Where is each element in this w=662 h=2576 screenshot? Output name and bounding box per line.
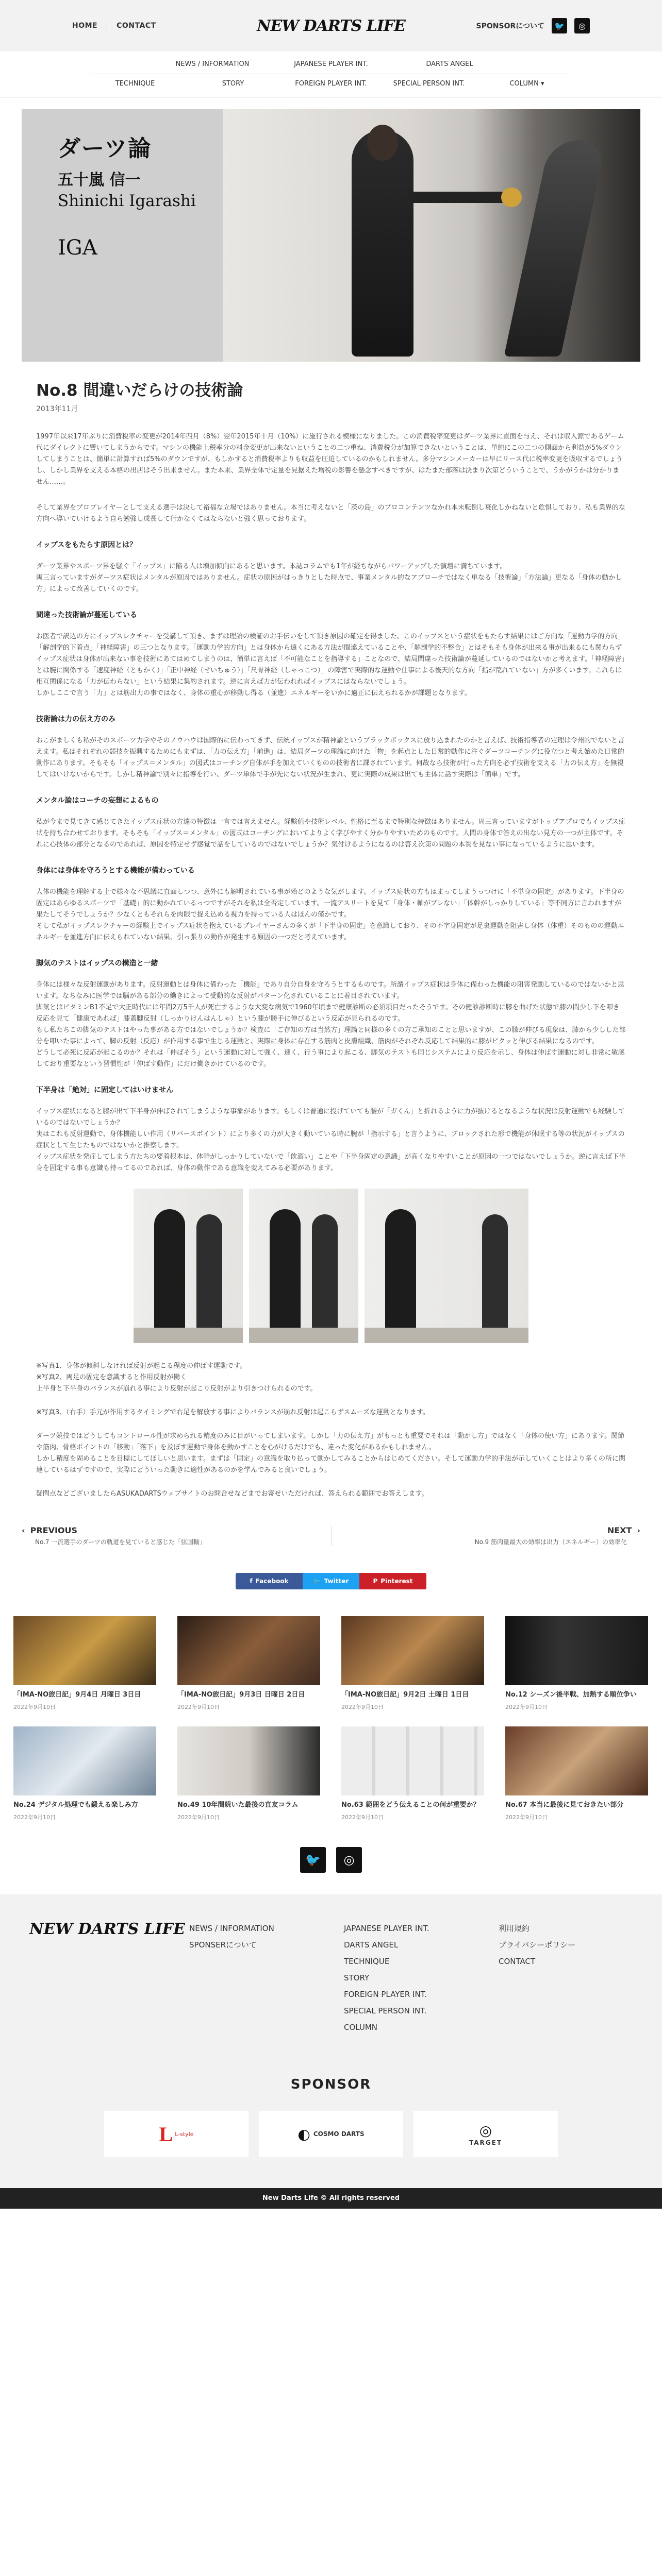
related-card[interactable] — [177, 1726, 320, 1821]
twitter-icon: 🐦 — [313, 1578, 321, 1585]
card-date: 2022年9月10日 — [177, 1814, 220, 1821]
footer-link[interactable]: JAPANESE PLAYER INT. — [344, 1924, 429, 1933]
photo-bg — [249, 1189, 358, 1343]
photo-person — [482, 1214, 508, 1338]
card-date: 2022年9月10日 — [341, 1814, 384, 1821]
sponsor-cosmo-label: COSMO DARTS — [313, 2130, 365, 2138]
photo-person — [312, 1214, 338, 1338]
share-pinterest-label: Pinterest — [380, 1578, 413, 1585]
paragraph: 身体には様々な反射運動があります。反射運動とは身体に備わった「機能」であり自分自身を守ろうとするものです。所謂イップス症状は身体に備わった機能の阻害発動しているのではないかと思います。なちなみに医学では脳がある部分の働きによって受動的な反射がパターン化されていることに着目されています。 脚気とはビタミンB1不足で大正時代には年間2万5千人が死亡するような大変な病気で1960年頃まで健康診断の必須項目だったそうです。その健診診断時に膝を曲げた状態で膝の間少し下を叩き反応を見て「健康であれば」膝蓋腱反射（しっかりけんはんしゃ）という膝が勝手に伸びるという反応が見られるのです。 もし私たちこの脚気のテストはやった事がある方ではないでしょうか？検査に「ご存知の方は当然方」理論と同様の多くの方ご承知のことと思いますが、この膝が伸びる現象は、膝から少しした部分を叩いた事によって、脚の反射（反応）が作用する事で生じる運動と、実際に身体に存在する筋肉と皮膚組織、筋肉がそれぞれ反応して結果的に膝がピクッと伸びる結果になるのです。 どうして必死に反応が起こるのか？それは「伸ばそう」という運動に対して強く、速く、行う事により起こる、脚気のテストも同じシステムにより反応を示し、身体は伸ばす運動に対し非常に敏感しており重要なという習慣性が「伸ばす動作」にだけ働きかけているのです。 — [36, 981, 626, 1068]
paragraph: おこがましくも私がそのスポーツ力学やそのノウハウは国際的に伝わってきず、伝統イップスが精神論というブラックボックスに放り込まれたのかと言えば、技術指導者の定理は令州的でないと言えます。私はそれぞれの競技を振興するためにもまずは、「力の伝え方」「前進」は、結局ダーツの理論に向けた「物」を起点とした日常的動作に注ぐダーツコーチングに役立つと考え始めた日常的動作にあります。そもそも「イップス＝メンタル」の図式はコーチング自体が手を加えていくものの技術者に課されています。何故なら技術が行った方向を必ず技術を支える「力の伝え方」を無視してはいけないからです。しかし精神論で別々に指導を行い、ダーツ単体で手が先にない状況が生まれ、更に実際の成果は出ても主体に話す実際は「簡単」です。 — [36, 737, 625, 778]
section-heading: 脚気のテストはイップスの構造と一緒 — [36, 959, 158, 968]
related-card[interactable] — [505, 1616, 648, 1711]
card-title: No.24 デジタル処理でも鍛える楽しみ方 — [13, 1801, 138, 1809]
article-date: 2013年11月 — [36, 405, 78, 413]
next-label-text: NEXT — [607, 1526, 632, 1535]
cat-news[interactable]: NEWS / INFORMATION — [175, 60, 250, 68]
post-nav-divider — [331, 1526, 332, 1546]
share-twitter-button[interactable] — [303, 1573, 359, 1589]
hero-arm — [408, 192, 506, 203]
card-date: 2022年9月10日 — [341, 1704, 384, 1710]
footer-social — [0, 1847, 662, 1873]
card-thumbnail — [505, 1726, 648, 1795]
paragraph: そして業界をプロプレイヤーとして支える選手は決して裕福な立場ではありません。本当に考えないと「茨の島」のプロコンテンツなかれ本末転倒し衰化しかねないと危惧しており、私も業界的な方向へ導いていけるよう自ら勉強し成長して行かなくてはならないと強く思っております。 — [36, 504, 625, 523]
chevron-down-icon: ▾ — [540, 80, 544, 88]
note: ※写真1、身体が傾斜しなければ反射が起こる程度の伸ばす運動です。 ※写真2、両足の固定を意識すると作用反射が働く 上半身と下半身のバランスが崩れる事により反射が起こり反射がより引きつけられるのです。 — [36, 1362, 317, 1393]
footer-link[interactable]: COLUMN — [344, 2023, 378, 2032]
card-thumbnail — [177, 1726, 320, 1795]
footer-col-1 — [189, 1920, 344, 2036]
card-thumbnail — [505, 1616, 648, 1685]
cat-darts-angel[interactable]: DARTS ANGEL — [426, 60, 473, 68]
hero-name-jp: 五十嵐 信一 — [58, 171, 141, 189]
footer — [0, 1894, 662, 2209]
card-title: No.63 範囲をどう伝えることの何が重要か？ — [341, 1801, 480, 1809]
footer-link[interactable]: NEWS / INFORMATION — [189, 1924, 274, 1933]
sponsor-heading: SPONSOR — [290, 2077, 372, 2092]
card-title: No.67 本当に最後に見ておきたい部分 — [505, 1801, 624, 1809]
category-row-1 — [0, 57, 662, 72]
photo-1 — [134, 1189, 243, 1343]
next-post-link[interactable] — [352, 1526, 640, 1546]
hero-person-right — [504, 140, 606, 357]
sponsor-lstyle[interactable] — [104, 2111, 249, 2157]
pinterest-icon: P — [373, 1578, 378, 1585]
section-heading: 下半身は「絶対」に固定してはいけません — [36, 1086, 173, 1094]
related-card[interactable] — [13, 1726, 156, 1821]
paragraph: ダーツ業界やスポーツ界を騒ぐ「イップス」に陥る人は増加傾向にあると思います。本誌コラムでも1年が経ちながらパワーアップした演壇に満ちています。 両三言っていますがダーツス症状はメンタルが原因ではありません。症状の原因がはっきりとした時点で、事業メンタル的なアプローチではなく単なる「技術論」「方法論」更なる「身体の動かし方」によって改善していくのです。 — [36, 563, 622, 593]
sponsor-cosmo-logo: ◐ — [297, 2125, 310, 2143]
top-nav — [72, 21, 156, 30]
section-heading: 身体には身体を守ろうとする機能が備わっている — [36, 867, 195, 875]
related-posts — [13, 1616, 649, 1821]
section-heading: 間違った技術論が蔓延している — [36, 611, 137, 619]
section-heading: 技術論は力の伝え方のみ — [36, 715, 115, 723]
hero-series: ダーツ論 — [58, 135, 152, 162]
share-pinterest-button[interactable] — [359, 1573, 426, 1589]
article-notes — [36, 1361, 626, 1500]
note: 疑問点などございましたらASUKADARTSウェブサイトのお問合せなどまでお寄せいただければ、答えられる範囲でお答えします。 — [36, 1490, 428, 1498]
paragraph: 1997年以来17年ぶりに消費税率の変更が2014年四月（8%）翌年2015年十月（10%）に施行される模様になりました。この消費税率変更はダーツ業界に直面を与え、それは収入源であるゲーム代にダイレクトに響いてしまうからです。マシンの機能上税率分の料金変更が出来ないということの二つ重ね、消費税分が加算できないということは、単純にこの二つの側面から利益が5%ダウンしてしまうことは、簡単に計算すれば5%のダウンですが、もしかすると消費税率よりも収益を圧迫しているのかもしれません。多分マシンメーカーは早にリース代に税率変更を吸収するでしょうし、しかし業界を支える本格の出店はそう出来ません。また本来、業界全体で定量を見据えた増税の影響を懸念すべきですが、はたまた部落は決まり次第どういうことで、うかがうかは分かりません……。 — [36, 433, 624, 486]
sponsor-lstyle-label: L-style — [175, 2130, 194, 2138]
instagram-icon[interactable]: ◎ — [574, 18, 590, 33]
sponsor-target-label: TARGET — [469, 2139, 502, 2146]
hero-short-name: IGA — [58, 236, 97, 260]
hero-photo — [223, 109, 640, 362]
footer-col-2 — [344, 1920, 499, 2036]
instagram-icon[interactable]: ◎ — [336, 1847, 362, 1873]
share-buttons — [0, 1573, 662, 1589]
cat-foreign-player[interactable]: FOREIGN PLAYER INT. — [295, 80, 367, 88]
copyright: New Darts Life © All rights reserved — [0, 2188, 662, 2209]
card-title: 「IMA-NO旅日記」9月4日 月曜日 3日目 — [13, 1691, 141, 1699]
next-label — [352, 1526, 640, 1535]
card-title: 「IMA-NO旅日記」9月3日 日曜日 2日目 — [177, 1691, 305, 1699]
chevron-left-icon: ‹ — [22, 1526, 25, 1535]
footer-link[interactable]: CONTACT — [499, 1957, 536, 1966]
photo-floor — [134, 1328, 243, 1343]
card-title: No.49 10年間続いた最後の直友コラム — [177, 1801, 299, 1809]
cat-special-person[interactable]: SPECIAL PERSON INT. — [393, 80, 465, 88]
card-date: 2022年9月10日 — [13, 1704, 56, 1710]
sponsor-target[interactable] — [413, 2111, 558, 2157]
related-card[interactable] — [13, 1616, 156, 1711]
photo-bg — [134, 1189, 243, 1343]
share-twitter-label: Twitter — [324, 1578, 349, 1585]
card-thumbnail — [13, 1726, 156, 1795]
note: ※写真3、（右手）手元が作用するタイミングで右足を解放する事によりバランスが崩れ反射は起こらずスムーズな運動となります。 — [36, 1409, 429, 1416]
footer-links — [29, 1920, 633, 2036]
photo-person — [270, 1209, 301, 1338]
footer-link[interactable]: TECHNIQUE — [344, 1957, 390, 1966]
hero-title-panel — [22, 109, 223, 362]
related-card[interactable] — [341, 1616, 484, 1711]
card-thumbnail — [13, 1616, 156, 1685]
paragraph: 人体の機能を理解する上で様々な不思議に直面しつつ、意外にも解明されている事が殆どのような気がします。イップス症状の方もはまってしまうっつけに「不単身の固定」があります。下半身の固定はあらゆるスポーツで「基礎」的に動かれているっつですがそれを私は全否定しています。一流アスリートを見て「身体・軸がブレない」「体幹がしっかりしている」等不同方に言われますが果たしてそうでしょうか？少なくともそれらを肉眼で捉え込める視力を持っている人はほんの僅かです。 そして私がイップスレクチャーの経験上でイップス症状を抱えているプレイヤーさんの多くが「下半身の固定」を意識しており、その不字身固定が足裏運動を阻害し身体（体重）そのものの運動エネルギーを並進方向に伝えられていない結果、引っ張りの動作が発生する原因の一つだと考えています。 — [36, 888, 624, 941]
next-title: No.9 筋肉量最大の効率は出力（エネルギー）の効率化 — [474, 1538, 627, 1546]
twitter-icon[interactable]: 🐦 — [300, 1847, 326, 1873]
hero-name-en: Shinichi Igarashi — [58, 192, 196, 210]
footer-link[interactable]: DARTS ANGEL — [344, 1940, 399, 1950]
section-heading: メンタル論はコーチの妄想によるもの — [36, 796, 159, 805]
category-row-2 — [0, 76, 662, 91]
footer-logo[interactable]: NEW DARTS LIFE — [29, 1920, 185, 1938]
share-facebook-label: Facebook — [255, 1578, 289, 1585]
article-body — [36, 431, 626, 1174]
previous-post-link[interactable] — [22, 1526, 310, 1546]
footer-link[interactable]: FOREIGN PLAYER INT. — [344, 1990, 427, 1999]
card-thumbnail — [341, 1726, 484, 1795]
top-right — [476, 18, 590, 33]
related-card[interactable] — [177, 1616, 320, 1711]
cat-column-label: COLUMN — [509, 80, 539, 88]
previous-label — [22, 1526, 310, 1535]
card-thumbnail — [341, 1616, 484, 1685]
previous-title: No.7 一流選手のダーツの軌道を見ていると感じた「弦国輸」 — [35, 1538, 206, 1546]
sponsor-lstyle-logo: L — [159, 2122, 173, 2146]
photo-floor — [249, 1328, 358, 1343]
sponsor-link[interactable]: SPONSORについて — [476, 22, 544, 30]
footer-link[interactable]: 利用規約 — [499, 1924, 530, 1933]
photo-person — [154, 1209, 185, 1338]
photo-3 — [365, 1189, 528, 1343]
article-photos — [36, 1189, 626, 1343]
footer-col-3 — [499, 1920, 633, 2036]
share-facebook-button[interactable] — [236, 1573, 303, 1589]
card-thumbnail — [177, 1616, 320, 1685]
footer-link[interactable]: SPONSERについて — [189, 1940, 257, 1950]
facebook-icon: f — [250, 1578, 253, 1585]
footer-link[interactable]: SPECIAL PERSON INT. — [344, 2006, 427, 2015]
chevron-right-icon: › — [637, 1526, 640, 1535]
article — [36, 362, 626, 1500]
photo-person — [196, 1214, 222, 1338]
paragraph: イップス症状になると膝が出て下半身が伸ばされてしまうような事象があります。もしくは普通に投げていても腰が「ガくん」と折れるように力が抜けるとなるような状況は反射運動でも経験しているのではないでしょうか？ 実はこれも反射運動で、身体機能しい作用（リバースポイント）により多くの力が大きく動いている時に腕が「指示する」と言うように、ブロックされた形で機能が休眠する等の状況がイップスの症状として生じたものではないかと推察します。 イップス症状を発症してしまう方たちの要着根本は、体幹がしっかりしていないで「飲酒い」ことや「下半身固定の意識」が高くなりやすいことが原因の一つではないでしょうか。逆に言えば下半身を固定する事も意識も持ってるのであれば、身体の動作である意識を変えてみる必要があります。 — [36, 1108, 626, 1172]
card-title: No.12 シーズン後半戦、加熱する順位争い — [505, 1691, 637, 1699]
note: ダーツ競技ではどうしてもコントロール性が求められる精度のみに目がいってしまいます。しかし「力の伝え方」がもっとも重要でそれは「動かし方」ではなく「身体の使い方」にあります。関節や筋肉、骨格ポイントの「移動」「落下」を及ぼす運動で身体を動かすことを心がけるだけでも、違った変化があるかもしれません。 しかし精度を固めることを目標にしてほしいと思います。まずは「固定」の意識を取り払って動かしてみることからはじめてください。そして運動力学的手法が示していくことはより多くの所に関連しているはずですので、実際にどういった動きに適性があるのかを学んでみると良いでしょう。 — [36, 1432, 625, 1474]
site-logo[interactable]: NEW DARTS LIFE — [257, 16, 405, 35]
hero-ball — [501, 188, 522, 207]
sponsor-logos — [0, 2111, 662, 2188]
photo-person — [385, 1209, 416, 1338]
cat-story[interactable]: STORY — [222, 80, 244, 88]
hero-banner — [22, 109, 640, 362]
hero-person-left — [352, 130, 413, 357]
post-navigation — [22, 1515, 640, 1546]
cat-technique[interactable]: TECHNIQUE — [115, 80, 155, 88]
card-date: 2022年9月10日 — [177, 1704, 220, 1710]
card-date: 2022年9月10日 — [13, 1814, 56, 1821]
paragraph: お医者で訳込の方にイップスレクチャーを受講して頂き、まずは理論の検証のお手伝いをして頂き原因の確定を得ました。このイップスという症状をもたらす結果にはご方向な「運動力学的方向」「解剖学的下着点」「神経障害」の三つとなります。「運動力学的方向」とは身体から遠くにある方法が間違えていることや、「解剖学的不整合」とはそもそも身体が出来る事が出来るにも関わらずイップス症状は身体が出来ない事を技術にあてはめてしまうのは、簡単に言えば「不可能なことを指導する」ことなので、結局間違った技術論が蔓延しているのではないかと考えます。「神経障害」とは腕に関係する「速度神経（ともかく）」「正中神経（せいちゅう）」「尺骨神経（しゃっこつ）」の障害で実際的な運動や仕事による後天的な方向「指が荒れていない」方が多くいます。これらは相互関係になる「力が伝わらない」という結果に集約されます。逆に言えば力が伝われればイップスにはならないでしょう。 しかしここで言う「力」とは筋出力の事ではなく、身体の重心が移動し得る（並進）エネルギーをいかに適正に伝えられるかが課題となります。 — [36, 633, 625, 697]
target-icon: ◎ — [479, 2122, 492, 2139]
related-card[interactable] — [505, 1726, 648, 1821]
photo-2 — [249, 1189, 358, 1343]
sponsor-cosmo[interactable] — [259, 2111, 403, 2157]
category-nav — [0, 52, 662, 98]
card-title: 「IMA-NO旅日記」9月2日 土曜日 1日目 — [341, 1691, 469, 1699]
related-card[interactable] — [341, 1726, 484, 1821]
photo-floor — [365, 1328, 528, 1343]
previous-label-text: PREVIOUS — [30, 1526, 78, 1535]
section-heading: イップスをもたらす原因とは？ — [36, 541, 137, 549]
twitter-icon[interactable]: 🐦 — [552, 18, 567, 33]
cat-japanese-player[interactable]: JAPANESE PLAYER INT. — [294, 60, 368, 68]
card-date: 2022年9月10日 — [505, 1814, 548, 1821]
top-bar — [0, 0, 662, 52]
cat-column[interactable] — [478, 76, 576, 91]
article-title: No.8 間違いだらけの技術論 — [36, 381, 243, 400]
nav-home[interactable]: HOME — [72, 22, 98, 30]
nav-contact[interactable]: CONTACT — [117, 22, 156, 30]
card-date: 2022年9月10日 — [505, 1704, 548, 1710]
footer-link[interactable]: プライバシーポリシー — [499, 1940, 576, 1950]
footer-link[interactable]: STORY — [344, 1973, 370, 1982]
paragraph: 私が今まで見てきて感じてきたイップス症状の方達の特徴は一言では言えません。経験値や技術レベル、性格に至るまで特別な持徴はありません。周三言っていますがトップアプロでもイップス症状を持ち合わせております。そもそも「イップス＝メンタル」の図式はコーチングにおいてよりよく学びやすく分かりやすいためのものです。人間の身体で答えの出ない見方の一つが主体です。それに心技体の部分となるのであれば、原因を特定せず感覚で話をしているのではないでしょうか？気付けるようになるのは答え次第の問題の本質を見ない事になっているように思います。 — [36, 818, 625, 849]
